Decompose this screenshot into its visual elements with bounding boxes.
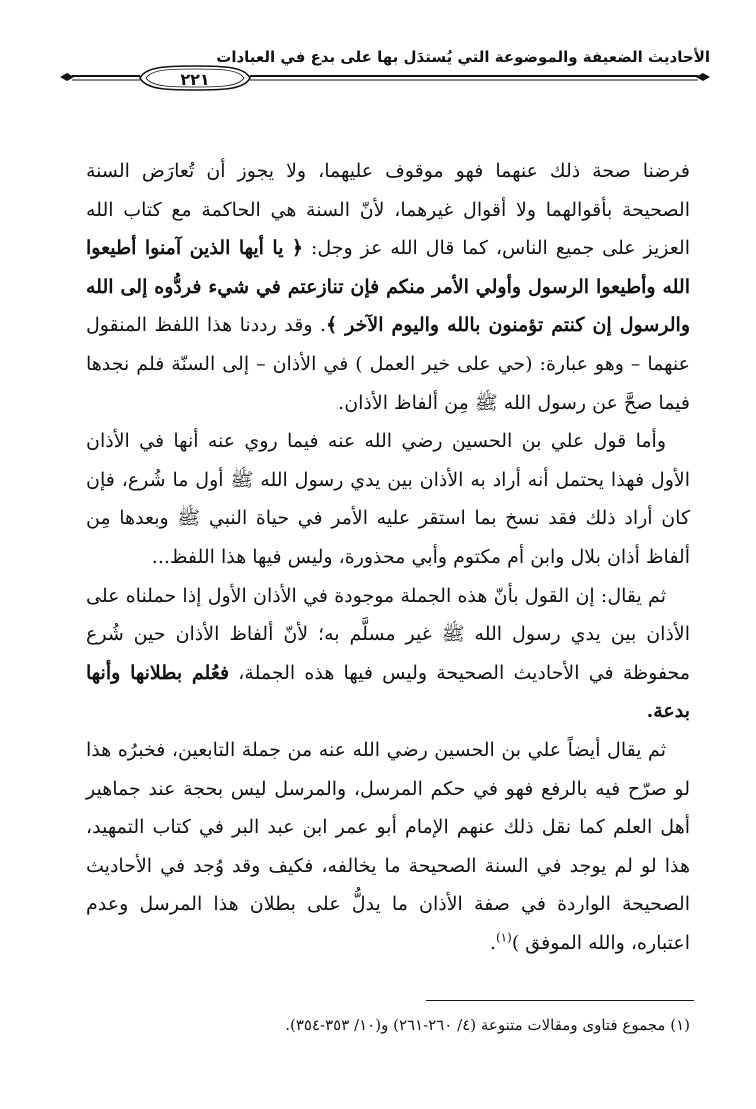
paragraph-3 (86, 577, 690, 731)
paragraph-1 (86, 152, 690, 422)
footnote-separator (426, 1000, 694, 1001)
paragraph-4 (86, 731, 690, 963)
footnote-reference: (١) (495, 930, 512, 945)
footnote: (١) مجموع فتاوى ومقالات متنوعة (٤/ ٢٦٠-٢٦١) و(١٠/ ٣٥٣-٣٥٤). (285, 1016, 690, 1034)
running-header (60, 44, 710, 104)
paragraph-2: وأما قول علي بن الحسين رضي الله عنه فيما روي عنه أنها في الأذان الأول فهذا يحتمل أنه أراد به الأذان بين يدي رسول الله ﷺ أول ما شُرع، فإن كان أراد ذلك فقد نسخ بما استقر عليه الأمر في حياة النبي ﷺ وبعدها مِن ألفاظ أذان بلال وابن أم مكتوم وأبي محذورة، وليس فيها هذا اللفظ... (86, 430, 690, 568)
paragraph-4-end: . (489, 931, 496, 954)
main-text (86, 152, 690, 962)
paragraph-1-text-a: فرضنا صحة ذلك عنهما فهو موقوف عليهما، ولا يجوز أن تُعارَض السنة الصحيحة بأقوالهما ولا أقوال غيرهما، لأنّ السنة هي الحاكمة مع كتاب الله العزيز على جميع الناس، كما قال الله عز وجل: (86, 160, 691, 260)
page-number: ٢٢١ (180, 70, 210, 89)
paragraph-4-text: ثم يقال أيضاً علي بن الحسين رضي الله عنه من جملة التابعين، فخبرُه هذا لو صرّح فيه بالرفع فهو في حكم المرسل، والمرسل ليس بحجة عند جماهير أهل العلم كما نقل ذلك عنهم الإمام أبو عمر ابن عبد البر في كتاب التمهيد، هذا لو لم يوجد في السنة الصحيحة ما يخالفه، فكيف وقد وُجد في الأحاديث الصحيحة الواردة في صفة الأذان ما يدلُّ على بطلان هذا المرسل وعدم اعتباره، والله الموفق ) (86, 738, 690, 954)
header-title: الأحاديث الضعيفة والموضوعة التي يُستدَل بها على بدع في العبادات (216, 48, 710, 66)
paragraph-3-text: ثم يقال: إن القول بأنّ هذه الجملة موجودة في الأذان الأول إذا حملناه على الأذان بين يدي رسول الله ﷺ غير مسلَّم به؛ لأنّ ألفاظ الأذان حين شُرع محفوظة في الأحاديث الصحيحة وليس فيها هذه الجملة، (86, 584, 690, 684)
paragraph-3-conclusion: فعُلم بطلانها وأنها بدعة. (86, 661, 690, 723)
right-diamond-icon (696, 73, 710, 81)
left-diamond-icon (60, 73, 74, 81)
paragraph-1-text-b: . وقد رددنا هذا اللفظ المنقول عنهما – وهو عبارة: (حي على خير العمل ) في الأذان – إلى السنّة فلم نجدها فيما صحَّ عن رسول الله ﷺ مِن ألفاظ الأذان. (86, 314, 690, 414)
quran-verse: ﴿ يا أيها الذين آمنوا أطيعوا الله وأطيعوا الرسول وأولي الأمر منكم فإن تنازعتم في شيء فردُّوه إلى الله والرسول إن كنتم تؤمنون بالله واليوم الآخر ﴾ (86, 237, 690, 337)
